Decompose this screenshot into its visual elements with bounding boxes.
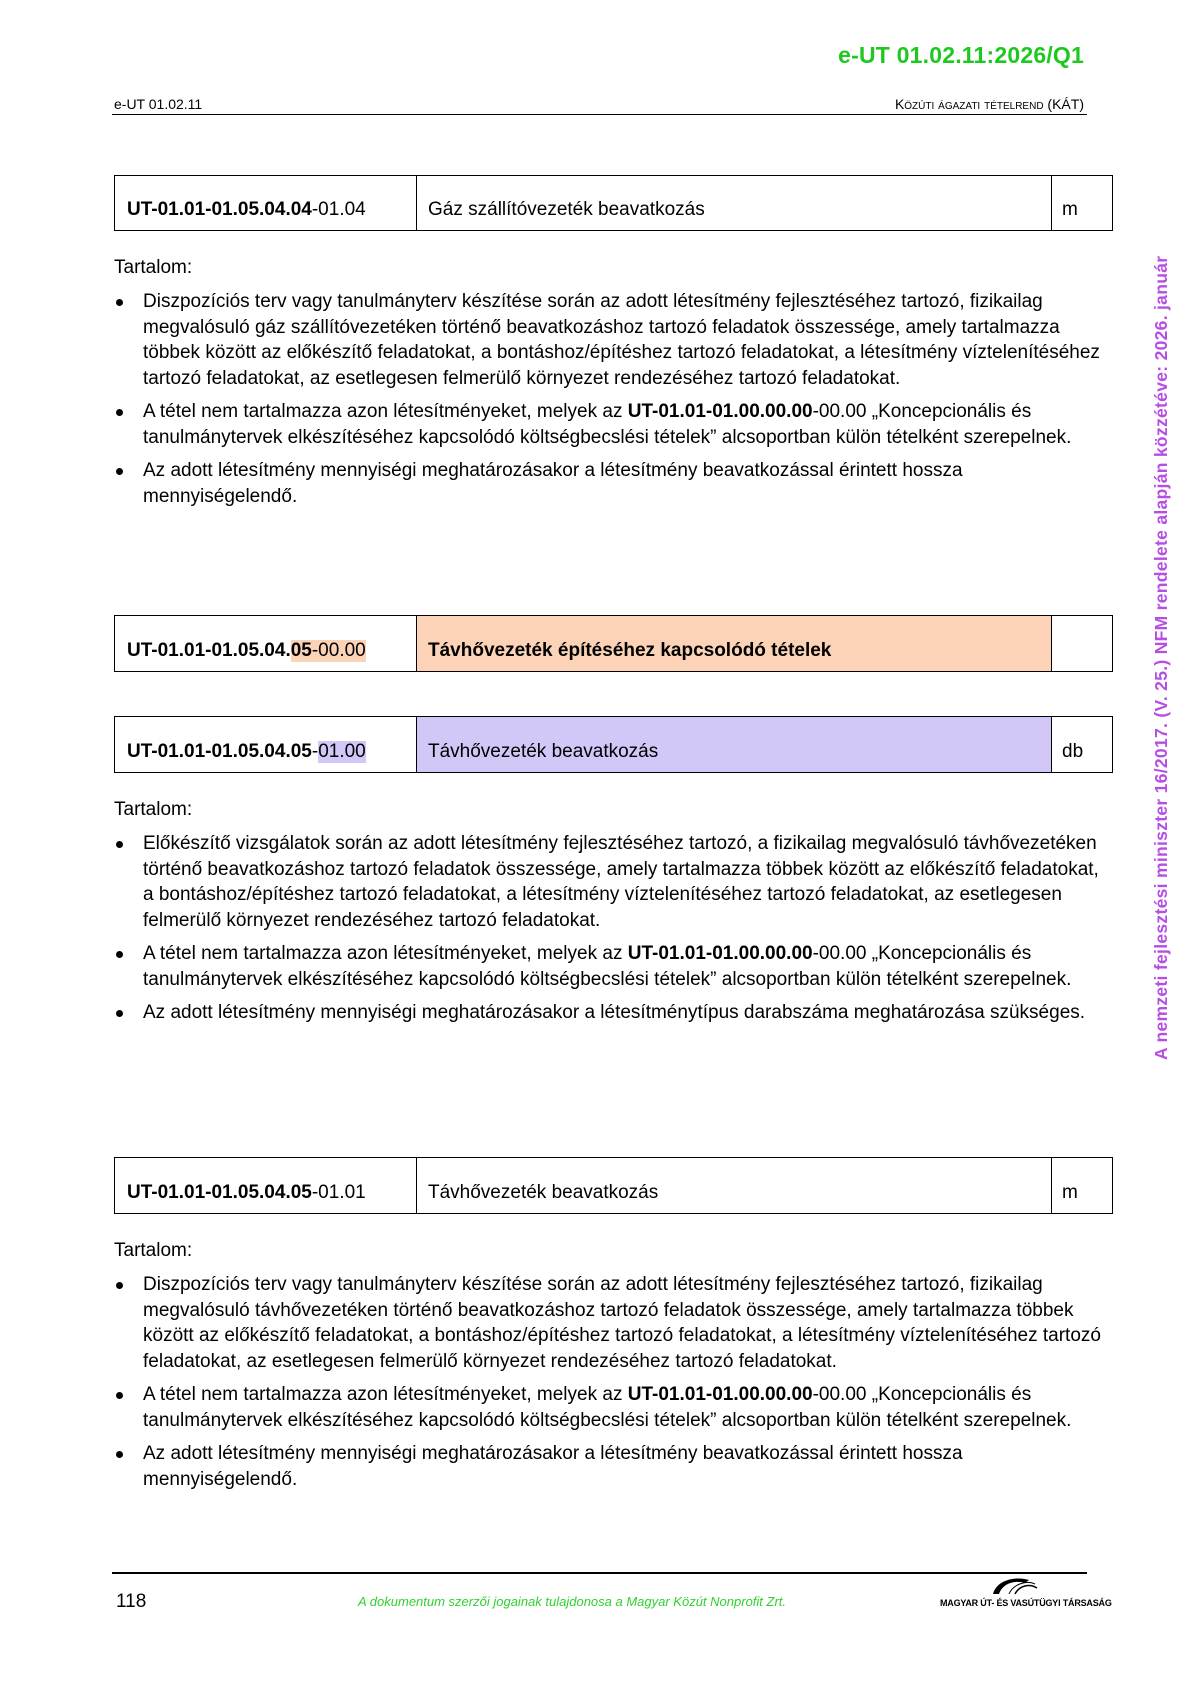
item-code: UT-01.01-01.05.04.05 - 01.00 [115, 717, 417, 772]
content-list [114, 289, 1104, 517]
bullet-icon [116, 468, 123, 475]
content-label: Tartalom: [114, 1240, 193, 1261]
logo-text: MAGYAR ÚT- ÉS VASÚTÜGYI TÁRSASÁG [940, 1598, 1112, 1608]
document-id: e-UT 01.02.11:2026/Q1 [838, 42, 1084, 68]
item-heading-table [114, 1157, 1113, 1214]
list-item: Az adott létesítmény mennyiségi meghatározásakor a létesítmény beavatkozással érintett hossza mennyiségelendő. [114, 1441, 1104, 1492]
group-heading-table [114, 615, 1113, 672]
list-item: Előkészítő vizsgálatok során az adott létesítmény fejlesztéséhez tartozó, a fizikailag megvalósuló távhővezetéken történő beavatkozáshoz tartozó feladatok összessége, amely tartalmazza többek között az előkészítő feladatokat, a bontáshoz/építéshez tartozó feladatokat, a létesítmény víztelenítéséhez tartozó feladatokat, az esetlegesen felmerülő környezet rendezéséhez tartozó feladatokat. [114, 831, 1104, 933]
header-right-title: Közúti ágazati tételrend (KÁT) [894, 96, 1084, 112]
bullet-icon [116, 299, 123, 306]
copyright-notice: A dokumentum szerzői jogainak tulajdonosa a Magyar Közút Nonprofit Zrt. [358, 1594, 787, 1609]
item-unit: m [1062, 1182, 1078, 1203]
bullet-icon [116, 1451, 123, 1458]
item-unit: db [1062, 741, 1084, 762]
bullet-icon [116, 1392, 123, 1399]
item-code-bold: UT-01.01-01.05.04.04 [127, 199, 312, 220]
item-heading-table [114, 716, 1113, 773]
list-item: Diszpozíciós terv vagy tanulmányterv készítése során az adott létesítmény fejlesztéséhez tartozó, fizikailag megvalósuló távhővezetéken történő beavatkozáshoz tartozó feladatok összessége, amely tartalmazza többek között az előkészítő feladatokat, a bontáshoz/építéshez tartozó feladatokat, a létesítmény víztelenítéséhez tartozó feladatokat, az esetlegesen felmerülő környezet rendezéséhez tartozó feladatokat. [114, 1272, 1104, 1374]
item-unit: m [1062, 199, 1078, 220]
item-name: Távhővezeték építéséhez kapcsolódó tételek [417, 616, 1052, 671]
content-label: Tartalom: [114, 799, 193, 820]
header-left-code: e-UT 01.02.11 [114, 96, 203, 112]
list-item: Diszpozíciós terv vagy tanulmányterv készítése során az adott létesítmény fejlesztéséhez tartozó, fizikailag megvalósuló gáz szállítóvezetéken történő beavatkozáshoz tartozó feladatok összessége, amely tartalmazza többek között az előkészítő feladatokat, a bontáshoz/építéshez tartozó feladatokat, a létesítmény víztelenítéséhez tartozó feladatokat, az esetlegesen felmerülő környezet rendezéséhez tartozó feladatokat. [114, 289, 1104, 391]
item-code [115, 176, 417, 230]
list-item: A tétel nem tartalmazza azon létesítményeket, melyek az UT-01.01-01.00.00.00-00.00 „Koncepcionális és tanulmánytervek elkészítéséhez kapcsolódó költségbecslési tételek” alcsoportban külön tételként szerepelnek. [114, 399, 1104, 450]
association-logo [940, 1572, 1112, 1612]
list-item: A tétel nem tartalmazza azon létesítményeket, melyek az UT-01.01-01.00.00.00-00.00 „Koncepcionális és tanulmánytervek elkészítéséhez kapcsolódó költségbecslési tételek” alcsoportban külön tételként szerepelnek. [114, 1382, 1104, 1433]
content-list [114, 831, 1104, 1034]
list-item: A tétel nem tartalmazza azon létesítményeket, melyek az UT-01.01-01.00.00.00-00.00 „Koncepcionális és tanulmánytervek elkészítéséhez kapcsolódó költségbecslési tételek” alcsoportban külön tételként szerepelnek. [114, 941, 1104, 992]
bullet-icon [116, 1282, 123, 1289]
bullet-icon [116, 841, 123, 848]
item-code: UT-01.01-01.05.04. 05 -00.00 [115, 616, 417, 671]
item-code-suffix: -01.04 [311, 199, 366, 220]
item-heading-table [114, 175, 1113, 231]
list-item: Az adott létesítmény mennyiségi meghatározásakor a létesítménytípus darabszáma meghatározása szükséges. [114, 1000, 1104, 1026]
list-item: Az adott létesítmény mennyiségi meghatározásakor a létesítmény beavatkozással érintett hossza mennyiségelendő. [114, 458, 1104, 509]
bullet-icon [116, 1010, 123, 1017]
item-name: Gáz szállítóvezeték beavatkozás [417, 176, 1052, 230]
item-code: UT-01.01-01.05.04.05 -01.01 [115, 1158, 417, 1213]
bullet-icon [116, 951, 123, 958]
road-arc-logo-icon [985, 1574, 1045, 1596]
item-name: Távhővezeték beavatkozás [417, 717, 1052, 772]
header-divider [112, 114, 1087, 115]
item-unit [1052, 616, 1112, 671]
content-label: Tartalom: [114, 257, 193, 278]
bullet-icon [116, 409, 123, 416]
page-number: 118 [116, 1591, 147, 1612]
item-name: Távhővezeték beavatkozás [417, 1158, 1052, 1213]
content-list [114, 1272, 1104, 1500]
side-publication-note: A nemzeti fejlesztési miniszter 16/2017. (V. 25.) NFM rendelete alapján közzétéve: 2026. január [1151, 255, 1171, 1060]
